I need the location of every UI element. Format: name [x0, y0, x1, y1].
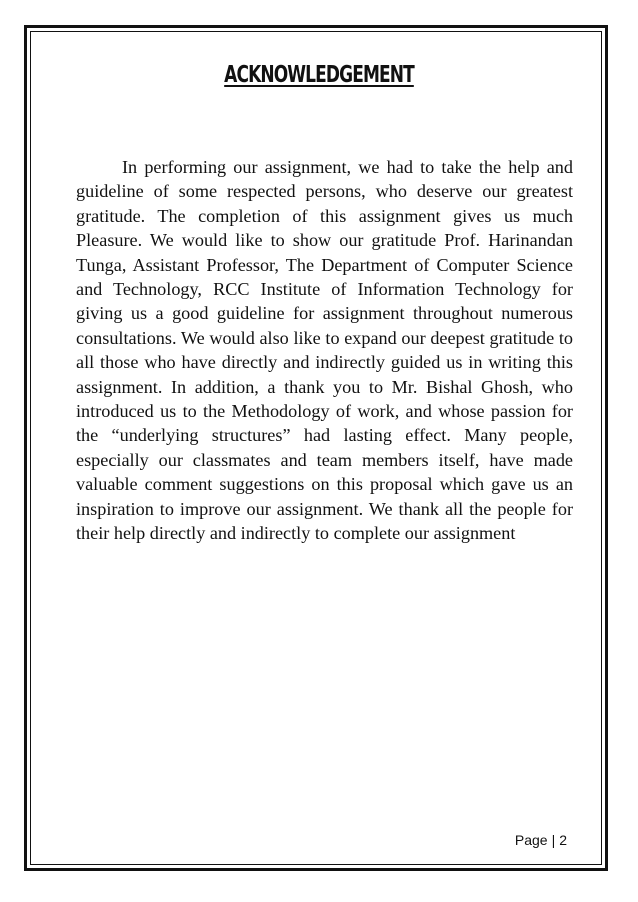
page-number: 2: [559, 832, 567, 848]
acknowledgement-paragraph: In performing our assignment, we had to take the help and guideline of some respected persons, who deserve our greatest gratitude. The completion of this assignment gives us much Pleasure. We would like to show our gratitude Prof. Harinandan Tunga, Assistant Professor, The Department of Computer Science and Technology, RCC Institute of Information Technology for giving us a good guideline for assignment throughout numerous consultations. We would also like to expand our deepest gratitude to all those who have directly and indirectly guided us in writing this assignment. In addition, a thank you to Mr. Bishal Ghosh, who introduced us to the Methodology of work, and whose passion for the “underlying structures” had lasting effect. Many people, especially our classmates and team members itself, have made valuable comment suggestions on this proposal which gave us an inspiration to improve our assignment. We thank all the people for their help directly and indirectly to complete our assignment: [76, 157, 573, 544]
page-label: Page: [514, 832, 548, 848]
page-separator: |: [551, 832, 556, 848]
page-footer: [400, 832, 567, 848]
page-title: ACKNOWLEDGEMENT: [224, 62, 414, 88]
